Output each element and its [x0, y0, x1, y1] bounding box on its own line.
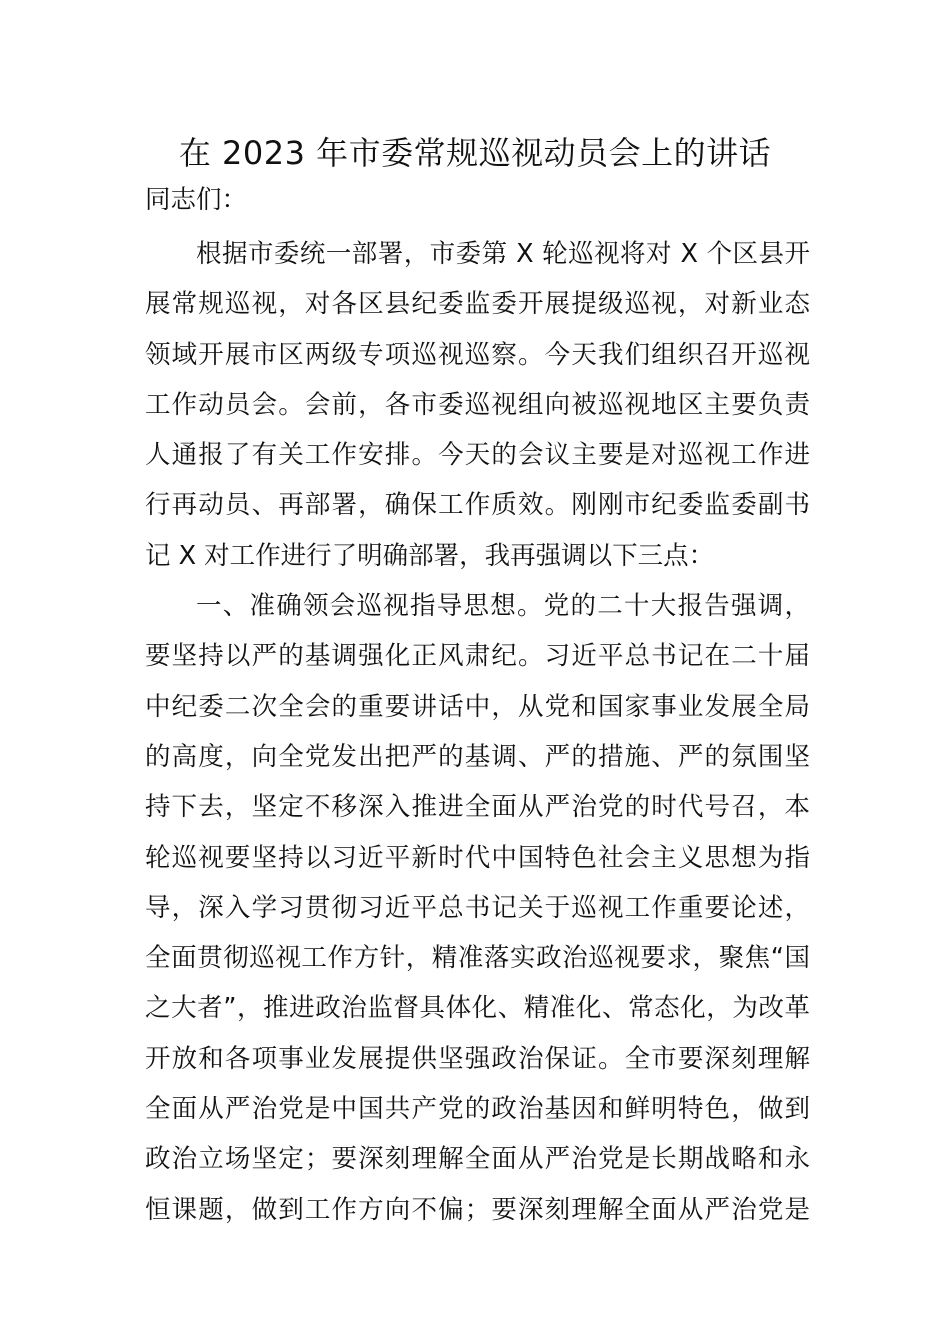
paragraph-line: 一、准确领会巡视指导思想。党的二十大报告强调， [196, 591, 810, 622]
paragraph-line: 要坚持以严的基调强化正风肃纪。习近平总书记在二十届 [145, 641, 810, 672]
paragraph-line: 的高度，向全党发出把严的基调、严的措施、严的氛围坚 [145, 741, 810, 772]
paragraph-line: 之大者”，推进政治监督具体化、精准化、常态化，为改革 [145, 993, 810, 1024]
paragraph-line: 展常规巡视，对各区县纪委监委开展提级巡视，对新业态 [145, 289, 810, 320]
paragraph-line: 全面贯彻巡视工作方针，精准落实政治巡视要求，聚焦“国 [145, 943, 810, 974]
paragraph-line: 领域开展市区两级专项巡视巡察。今天我们组织召开巡视 [145, 339, 810, 370]
body-text [145, 229, 810, 1235]
paragraph-line: 导，深入学习贯彻习近平总书记关于巡视工作重要论述， [145, 892, 810, 923]
paragraph-line: 开放和各项事业发展提供坚强政治保证。全市要深刻理解 [145, 1043, 810, 1074]
paragraph-line: 政治立场坚定；要深刻理解全面从严治党是长期战略和永 [145, 1144, 810, 1175]
paragraph-line: 恒课题，做到工作方向不偏；要深刻理解全面从严治党是 [145, 1194, 810, 1225]
paragraph-line: 全面从严治党是中国共产党的政治基因和鲜明特色，做到 [145, 1094, 810, 1125]
paragraph-line: 记 X 对工作进行了明确部署，我再强调以下三点： [145, 540, 715, 571]
paragraph-line: 中纪委二次全会的重要讲话中，从党和国家事业发展全局 [145, 691, 810, 722]
paragraph-line: 工作动员会。会前，各市委巡视组向被巡视地区主要负责 [145, 389, 810, 420]
paragraph-line: 根据市委统一部署，市委第 X 轮巡视将对 X 个区县开 [196, 239, 810, 269]
paragraph-line: 持下去，坚定不移深入推进全面从严治党的时代号召，本 [145, 792, 810, 823]
paragraph-line: 人通报了有关工作安排。今天的会议主要是对巡视工作进 [145, 440, 810, 471]
salutation: 同志们： [145, 185, 248, 215]
paragraph-line: 轮巡视要坚持以习近平新时代中国特色社会主义思想为指 [145, 842, 810, 873]
paragraph-line: 行再动员、再部署，确保工作质效。刚刚市纪委监委副书 [145, 490, 810, 521]
document-title: 在 2023 年市委常规巡视动员会上的讲话 [178, 134, 772, 172]
